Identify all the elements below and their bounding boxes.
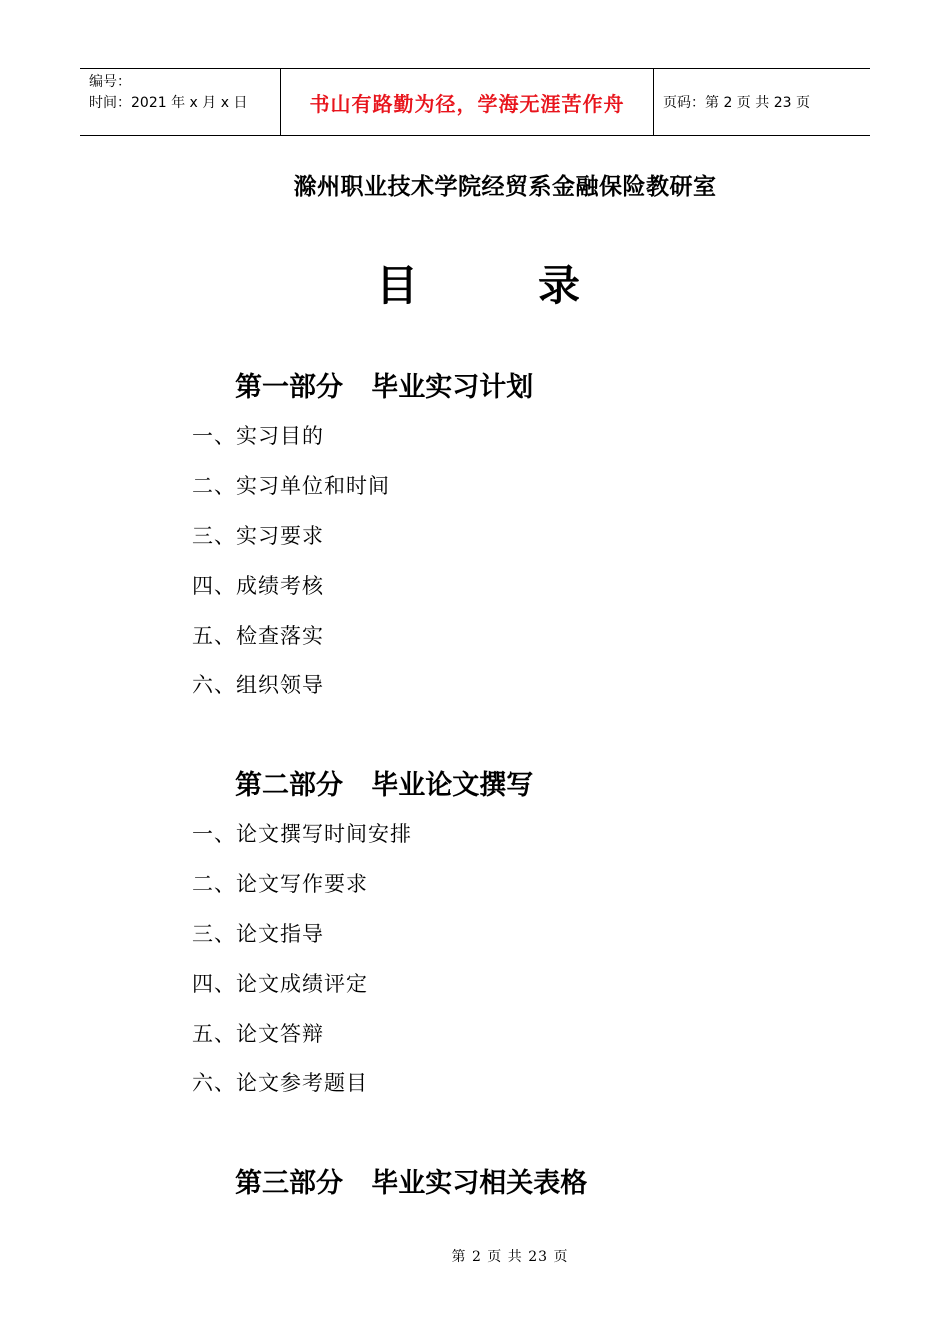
toc-item[interactable]: 一、实习目的 — [192, 424, 324, 448]
motto: 书山有路勤为径，学海无涯苦作舟 — [309, 91, 625, 116]
toc-item[interactable]: 三、论文指导 — [192, 922, 324, 946]
number-label: 编号： — [89, 74, 131, 90]
toc-item[interactable]: 四、论文成绩评定 — [192, 972, 368, 996]
part-2-title[interactable]: 第二部分 毕业论文撰写 — [235, 770, 534, 801]
toc-item[interactable]: 五、检查落实 — [192, 624, 324, 648]
toc-item[interactable]: 六、组织领导 — [192, 673, 324, 697]
header-left-cell — [80, 69, 281, 135]
toc-item[interactable]: 五、论文答辩 — [192, 1022, 324, 1046]
page-footer: 第 2 页 共 23 页 — [451, 1249, 569, 1265]
toc-item[interactable]: 六、论文参考题目 — [192, 1071, 368, 1095]
time-label: 时间：2021 年 x 月 x 日 — [89, 95, 248, 111]
toc-item[interactable]: 二、实习单位和时间 — [192, 474, 390, 498]
header-middle-cell — [281, 69, 654, 135]
page-info: 页码：第 2 页 共 23 页 — [663, 95, 810, 111]
header-right-cell — [654, 69, 870, 135]
department-title: 滁州职业技术学院经贸系金融保险教研室 — [293, 173, 717, 200]
toc-item[interactable]: 一、论文撰写时间安排 — [192, 822, 412, 846]
toc-item[interactable]: 三、实习要求 — [192, 524, 324, 548]
toc-title-char-2: 录 — [538, 261, 581, 310]
part-3-title[interactable]: 第三部分 毕业实习相关表格 — [235, 1168, 588, 1199]
toc-item[interactable]: 二、论文写作要求 — [192, 872, 368, 896]
part-1-title[interactable]: 第一部分 毕业实习计划 — [235, 372, 534, 403]
toc-title-char-1: 目 — [376, 261, 419, 310]
toc-item[interactable]: 四、成绩考核 — [192, 574, 324, 598]
page-header — [80, 68, 870, 136]
